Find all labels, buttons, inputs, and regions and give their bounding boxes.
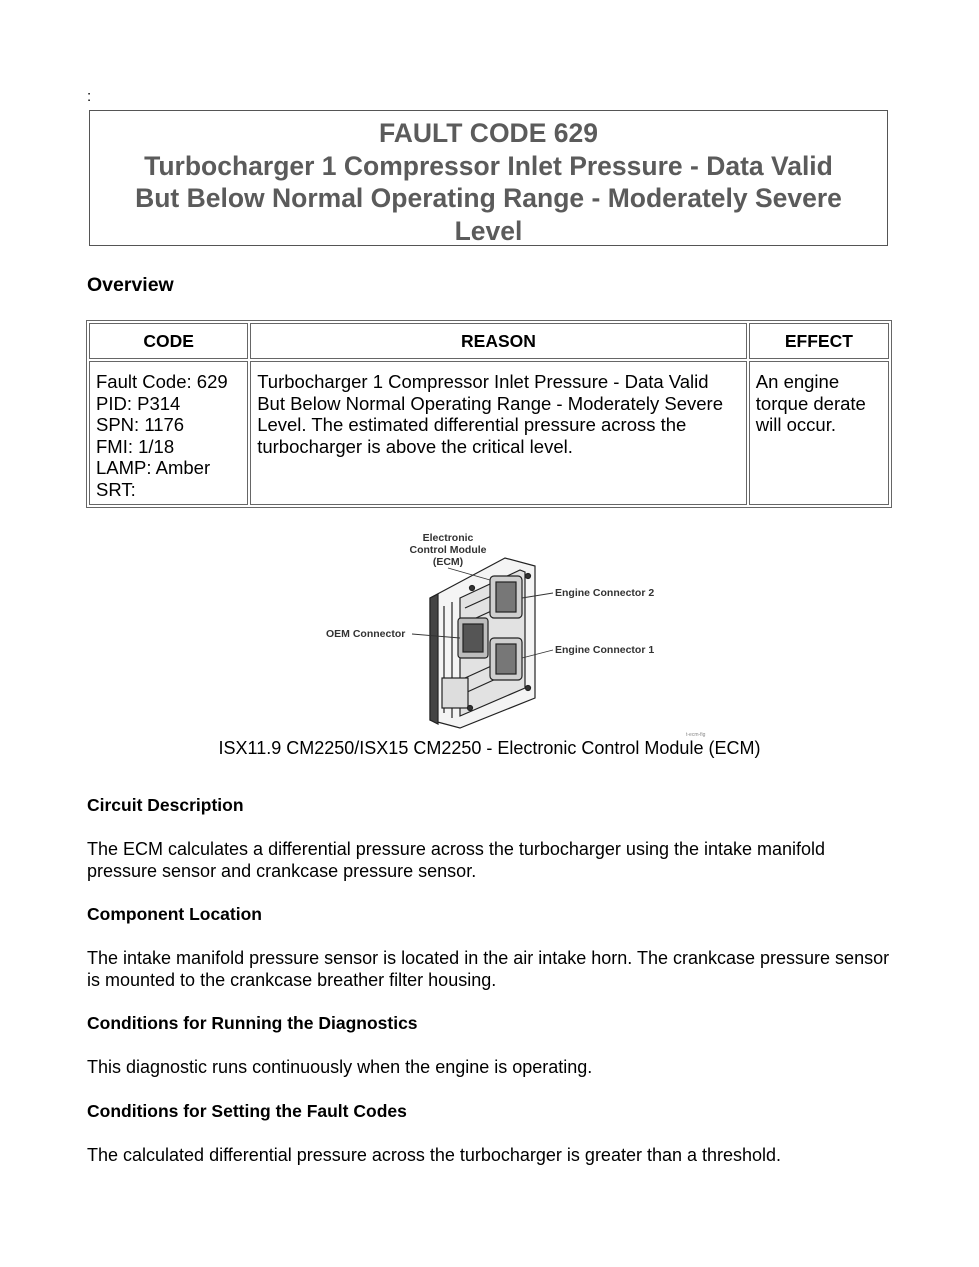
section-text-component-location: The intake manifold pressure sensor is located in the air intake horn. The crankcase pressure sensor is mounted to the crankcase breather filter housing. [87,948,890,990]
fault-title-box [89,110,888,246]
table-header-row [89,323,889,359]
ecm-housing [430,558,535,728]
ecm-label-line: Electronic [422,532,474,544]
fault-code-value: Fault Code: 629 [96,371,228,392]
leading-colon: : [87,88,92,105]
figure-id-label: t-ecm-fig [686,732,706,738]
section-heading-running-diagnostics: Conditions for Running the Diagnostics [87,1013,418,1033]
pid-value: PID: P314 [96,392,181,414]
figure-caption: ISX11.9 CM2250/ISX15 CM2250 - Electronic Control Module (ECM) [218,738,761,758]
table-row [89,361,889,505]
section-heading-setting-fault-codes: Conditions for Setting the Fault Codes [87,1101,407,1121]
ecm-diagram [320,528,720,738]
ecm-label-line: (ECM) [432,556,464,568]
spn-value: SPN: 1176 [96,414,185,435]
fault-description-line: But Below Normal Operating Range - Moderately Severe [135,183,842,213]
srt-value: SRT: [96,478,136,500]
section-text-circuit-description: The ECM calculates a differential pressure across the turbocharger using the intake manifold pressure sensor and crankcase pressure sensor. [87,839,826,881]
column-header-effect: EFFECT [749,323,889,359]
section-heading-circuit-description: Circuit Description [87,795,244,815]
overview-heading: Overview [87,274,174,296]
engine-connector-2-label: Engine Connector 2 [555,587,655,599]
fault-overview-table [86,320,892,508]
code-cell [89,361,248,505]
engine-connector-1-label: Engine Connector 1 [555,644,655,656]
fault-description-line: Turbocharger 1 Compressor Inlet Pressure - Data Valid [144,150,833,181]
fault-description-line: Level [454,215,523,246]
fmi-value: FMI: 1/18 [96,435,175,457]
effect-cell: An engine torque derate will occur. [749,361,889,505]
section-text-running-diagnostics: This diagnostic runs continuously when the engine is operating. [87,1057,593,1077]
section-heading-component-location: Component Location [87,904,262,924]
column-header-reason: REASON [250,323,747,359]
fault-code-title: FAULT CODE 629 [379,118,598,148]
lamp-value: LAMP: Amber [96,457,211,478]
section-text-setting-fault-codes: The calculated differential pressure across the turbocharger is greater than a threshold. [87,1145,782,1165]
oem-connector-label: OEM Connector [326,628,406,640]
ecm-label-line: Control Module [409,544,487,556]
column-header-code: CODE [89,323,248,359]
reason-cell: Turbocharger 1 Compressor Inlet Pressure - Data Valid But Below Normal Operating Range - Moderately Severe Level. The estimated differential pressure across the turbocharger is above the critical level. [250,361,747,505]
